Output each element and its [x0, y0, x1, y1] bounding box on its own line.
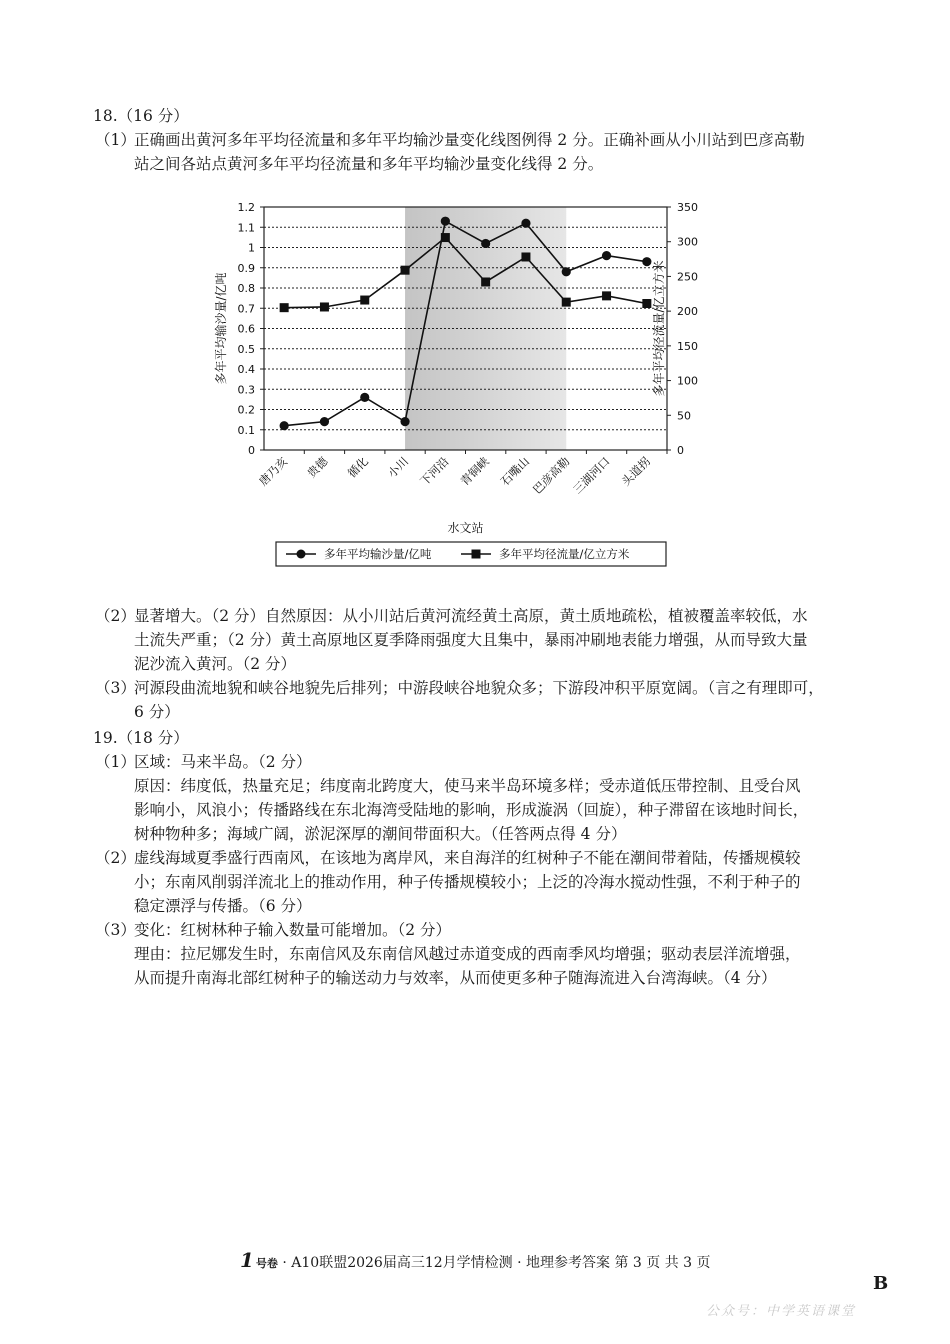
q18-p1-line1: 正确画出黄河多年平均径流量和多年平均输沙量变化线图例得 2 分。正确补画从小川站到巴彦高勒 [134, 131, 805, 149]
edition-letter: B [873, 1273, 889, 1294]
q19-p2-line3: 稳定漂浮与传播。（6 分） [134, 897, 312, 915]
x-tick-label: 三湖河口 [570, 454, 613, 497]
runoff-point [441, 233, 450, 242]
q18-p2-number: （2） [95, 607, 136, 625]
sediment-point [360, 393, 369, 402]
runoff-point [481, 277, 490, 286]
q18-p2-line3: 泥沙流入黄河。（2 分） [134, 655, 297, 673]
left-tick-label: 0.9 [237, 261, 255, 275]
left-tick-label: 0 [248, 444, 255, 457]
left-tick-label: 1.1 [237, 221, 255, 235]
left-tick-label: 0.1 [237, 423, 255, 437]
left-tick-label: 0.4 [237, 363, 255, 376]
sediment-point [642, 257, 651, 266]
footer-text: · A10联盟2026届高三12月学情检测 · 地理参考答案 第 3 页 共 3 页 [282, 1255, 711, 1271]
q19-p2-line1: 虚线海域夏季盛行西南风，在该地为离岸风，来自海洋的红树种子不能在潮间带着陆，传播规模较 [134, 849, 801, 867]
q19-header: 19.（18 分） [93, 729, 189, 747]
q19-p1-line3: 影响小，风浪小；传播路线在东北海湾受陆地的影响，形成漩涡（回旋），种子滞留在该地时间长， [134, 801, 809, 819]
x-tick-label: 青铜峡 [457, 454, 492, 489]
x-axis-title: 水文站 [447, 521, 484, 535]
right-tick-label: 300 [677, 235, 698, 249]
legend-marker-sediment [297, 550, 306, 559]
watermark: 公众号：中学英语课堂 [706, 1304, 857, 1319]
brand-logo: 1 [240, 1248, 254, 1272]
x-tick-label: 小川 [385, 454, 412, 481]
right-tick-label: 0 [677, 444, 684, 457]
x-tick-label: 循化 [344, 454, 371, 481]
runoff-point [320, 302, 329, 311]
q18-header: 18.（16 分） [93, 107, 189, 125]
brand-logo-text: 号卷 [255, 1257, 278, 1270]
right-tick-label: 50 [677, 409, 691, 423]
left-tick-label: 0.8 [237, 282, 255, 295]
q19-p3-line1: 变化：红树林种子输入数量可能增加。（2 分） [134, 921, 452, 939]
left-tick-label: 0.6 [237, 322, 255, 336]
x-tick-label: 唐乃亥 [255, 454, 291, 489]
legend-marker-runoff [472, 550, 481, 559]
left-tick-label: 1 [248, 241, 255, 255]
x-tick-label: 巴彦高勒 [529, 454, 573, 497]
left-axis-title: 多年平均输沙量/亿吨 [214, 272, 228, 385]
right-tick-label: 100 [677, 374, 698, 388]
q19-p1-line4: 树种物种多；海域广阔，淤泥深厚的潮间带面积大。（任答两点得 4 分） [134, 825, 627, 843]
runoff-point [280, 303, 289, 312]
right-tick-label: 150 [677, 339, 698, 353]
sediment-point [280, 421, 289, 430]
right-tick-label: 250 [677, 270, 698, 284]
sediment-point [481, 239, 490, 248]
q19-p3-line2: 理由：拉尼娜发生时，东南信风及东南信风越过赤道变成的西南季风均增强；驱动表层洋流增强， [134, 945, 801, 963]
q19-p1-number: （1） [95, 753, 136, 771]
legend-label-sediment: 多年平均输沙量/亿吨 [324, 547, 432, 561]
q18-p1-line2: 站之间各站点黄河多年平均径流量和多年平均输沙量变化线得 2 分。 [134, 155, 604, 173]
x-tick-label: 头道拐 [618, 454, 653, 489]
q18-p2-line2: 土流失严重；（2 分）黄土高原地区夏季降雨强度大且集中，暴雨冲刷地表能力增强，从而导致大量 [134, 631, 808, 649]
runoff-sediment-chart [205, 195, 698, 575]
q19-p3-number: （3） [95, 921, 136, 939]
left-tick-label: 0.2 [237, 403, 255, 417]
runoff-point [642, 299, 651, 308]
sediment-point [521, 219, 530, 228]
q19-p3-line3: 从而提升南海北部红树种子的输送动力与效率，从而使更多种子随海流进入台湾海峡。（4 分） [134, 969, 777, 987]
q19-p2-line2: 小；东南风削弱洋流北上的推动作用，种子传播规模较小；上泛的冷海水搅动性强，不利于种子的 [134, 873, 801, 891]
right-tick-label: 200 [677, 305, 698, 319]
q18-p1-number: （1） [95, 131, 136, 149]
sediment-point [320, 417, 329, 426]
runoff-point [602, 291, 611, 300]
q18-p2-line1: 显著增大。（2 分）自然原因：从小川站后黄河流经黄土高原，黄土质地疏松，植被覆盖率较低，水 [134, 607, 808, 625]
q18-p3-number: （3） [95, 679, 136, 697]
sediment-point [562, 267, 571, 276]
runoff-point [562, 298, 571, 307]
right-axis-title: 多年平均径流量/亿立方米 [652, 260, 666, 397]
q18-p3-line1: 河源段曲流地貌和峡谷地貌先后排列；中游段峡谷地貌众多；下游段冲积平原宽阔。（言之有理即可， [134, 679, 824, 697]
left-tick-label: 0.5 [237, 342, 255, 356]
q18-p3-line2: 6 分） [134, 703, 180, 721]
sediment-point [441, 217, 450, 226]
x-tick-label: 石嘴山 [497, 454, 533, 489]
page-footer [240, 1248, 711, 1272]
sediment-point [400, 417, 409, 426]
x-tick-label: 下河沿 [417, 454, 452, 489]
legend-label-runoff: 多年平均径流量/亿立方米 [499, 547, 630, 561]
q19-p1-line1: 区域：马来半岛。（2 分） [134, 753, 312, 771]
q19-p1-line2: 原因：纬度低，热量充足；纬度南北跨度大，使马来半岛环境多样；受赤道低压带控制、且受台风 [134, 777, 801, 795]
sediment-point [602, 251, 611, 260]
runoff-point [401, 266, 410, 275]
runoff-point [360, 296, 369, 305]
left-tick-label: 0.7 [237, 302, 255, 316]
left-tick-label: 1.2 [237, 201, 255, 214]
x-tick-label: 贵德 [304, 454, 331, 481]
left-tick-label: 0.3 [237, 383, 255, 397]
right-tick-label: 350 [677, 201, 698, 214]
runoff-point [521, 252, 530, 261]
q19-p2-number: （2） [95, 849, 136, 867]
